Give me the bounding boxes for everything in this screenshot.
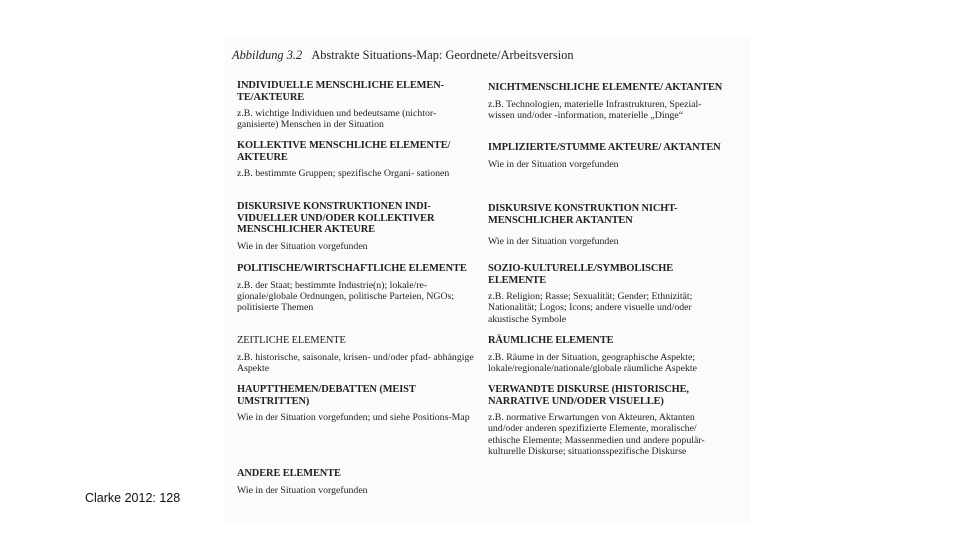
cell-andere-elemente (237, 468, 479, 496)
cell-politische-elemente (237, 263, 479, 313)
cell-raeumliche-elemente (488, 335, 730, 374)
cell-body: Wie in der Situation vorgefunden; und siehe Positions-Map (237, 412, 470, 424)
cell-diskursive-konstruktion-aktanten (488, 203, 730, 247)
cell-heading: ZEITLICHE ELEMENTE (237, 335, 346, 346)
cell-body: Wie in der Situation vorgefunden (237, 240, 368, 252)
cell-heading: DISKURSIVE KONSTRUKTION NICHT- MENSCHLICHER AKTANTEN (488, 203, 678, 226)
cell-heading: IMPLIZIERTE/STUMME AKTEURE/ AKTANTEN (488, 142, 721, 153)
cell-heading: POLITISCHE/WIRTSCHAFTLICHE ELEMENTE (237, 263, 467, 274)
cell-body: z.B. bestimmte Gruppen; spezifische Organi- sationen (237, 168, 450, 180)
cell-heading: SOZIO-KULTURELLE/SYMBOLISCHE ELEMENTE (488, 263, 674, 286)
source-citation: Clarke 2012: 128 (85, 491, 181, 505)
cell-nichtmenschliche-elemente (488, 82, 730, 121)
cell-body: z.B. Räume in der Situation, geographische Aspekte; lokale/regionale/nationale/globale räumliche Aspekte (488, 351, 697, 374)
cell-kollektive-elemente (237, 140, 479, 179)
cell-heading: NICHTMENSCHLICHE ELEMENTE/ AKTANTEN (488, 82, 723, 93)
cell-heading: KOLLEKTIVE MENSCHLICHE ELEMENTE/ AKTEURE (237, 140, 451, 163)
cell-diskursive-konstruktionen-akteure (237, 201, 479, 252)
cell-verwandte-diskurse (488, 384, 730, 457)
cell-heading: VERWANDTE DISKURSE (HISTORISCHE, NARRATIVE UND/ODER VISUELLE) (488, 384, 689, 407)
cell-heading: DISKURSIVE KONSTRUKTIONEN INDI- VIDUELLER UND/ODER KOLLEKTIVER MENSCHLICHER AKTEURE (237, 201, 435, 236)
cell-heading: RÄUMLICHE ELEMENTE (488, 335, 614, 346)
cell-body: z.B. wichtige Individuen und bedeutsame (nichtor- ganisierte) Menschen in der Situation (237, 108, 437, 131)
cell-body: Wie in der Situation vorgefunden (488, 158, 619, 170)
cell-heading: INDIVIDUELLE MENSCHLICHE ELEMEN- TE/AKTEURE (237, 80, 444, 103)
cell-individuelle-elemente (237, 80, 479, 131)
cell-body: Wie in der Situation vorgefunden (237, 484, 368, 496)
cell-sozio-kulturelle-elemente (488, 263, 730, 325)
figure-title (232, 48, 574, 63)
cell-body: z.B. historische, saisonale, krisen- und/oder pfad- abhängige Aspekte (237, 351, 474, 374)
scanned-figure (225, 38, 750, 523)
cell-hauptthemen (237, 384, 479, 423)
figure-label: Abbildung 3.2 (232, 48, 303, 62)
cell-body: z.B. normative Erwartungen von Akteuren, Aktanten und/oder anderen spezifizierte Elemente, moralische/ ethische Elemente; Massenmedien und andere populär- kulturelle Diskurse; situationsspezifische Diskurse (488, 412, 705, 457)
cell-body: z.B. Religion; Rasse; Sexualität; Gender; Ethnizität; Nationalität; Logos; Icons; andere visuelle und/oder akustische Symbole (488, 291, 693, 325)
cell-body: Wie in der Situation vorgefunden (488, 236, 619, 248)
cell-zeitliche-elemente (237, 335, 479, 374)
cell-heading: ANDERE ELEMENTE (237, 468, 341, 479)
figure-title-text: Abstrakte Situations-Map: Geordnete/Arbeitsversion (311, 48, 574, 62)
cell-body: z.B. der Staat; bestimmte Industrie(n); lokale/re- gionale/globale Ordnungen, politische Parteien, NGOs; politisierte Themen (237, 279, 455, 313)
cell-heading: HAUPTTHEMEN/DEBATTEN (MEIST UMSTRITTEN) (237, 384, 416, 407)
cell-implizierte-akteure (488, 142, 730, 170)
cell-body: z.B. Technologien, materielle Infrastrukturen, Spezial- wissen und/oder -information, materielle „Dinge“ (488, 98, 702, 121)
